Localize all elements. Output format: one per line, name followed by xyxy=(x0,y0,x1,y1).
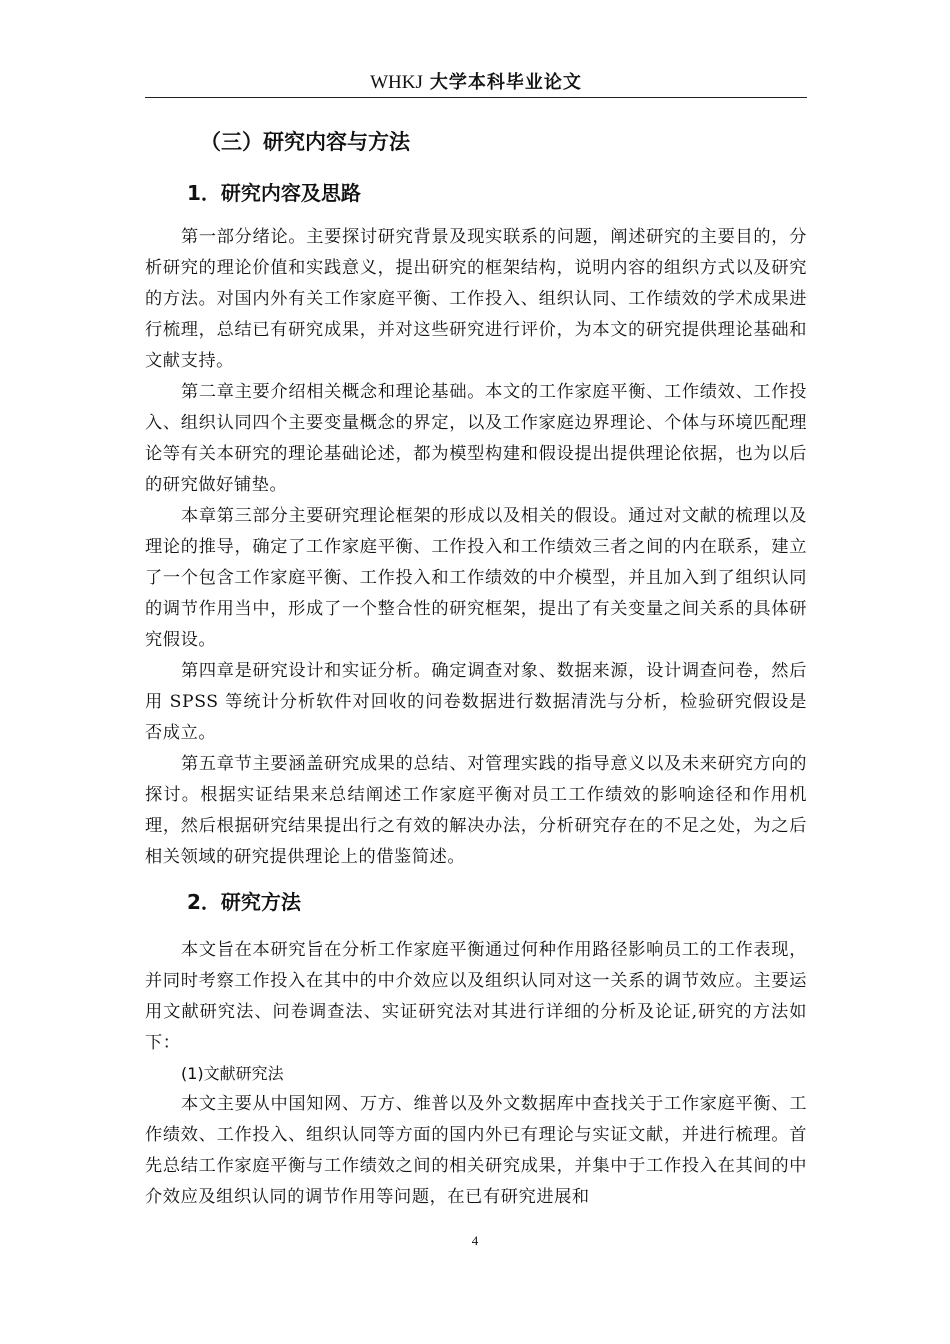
subsection-title-content: 1．研究内容及思路 xyxy=(187,181,361,205)
header-title: 大学本科毕业论文 xyxy=(429,72,582,93)
page-body xyxy=(145,120,807,1213)
paragraph-chapter3: 本章第三部分主要研究理论框架的形成以及相关的假设。通过对文献的梳理以及理论的推导，确定了工作家庭平衡、工作投入和工作绩效三者之间的内在联系，建立了一个包含工作家庭平衡、工作投入和工作绩效的中介模型，并且加入到了组织认同的调节作用当中，形成了一个整合性的研究框架，提出了有关变量之间关系的具体研究假设。 xyxy=(145,506,807,650)
paragraph-chapter2: 第二章主要介绍相关概念和理论基础。本文的工作家庭平衡、工作绩效、工作投入、组织认同四个主要变量概念的界定，以及工作家庭边界理论、个体与环境匹配理论等有关本研究的理论基础论述，都为模型构建和假设提出提供理论依据，也为以后的研究做好铺垫。 xyxy=(145,382,807,495)
paragraph-chapter5: 第五章节主要涵盖研究成果的总结、对管理实践的指导意义以及未来研究方向的探讨。根据实证结果来总结阐述工作家庭平衡对员工工作绩效的影响途径和作用机理，然后根据研究结果提出行之有效的解决办法，分析研究存在的不足之处，为之后相关领域的研究提供理论上的借鉴简述。 xyxy=(145,754,807,867)
header-rule xyxy=(145,97,807,98)
method-item-title: (1)文献研究法 xyxy=(181,1064,284,1083)
paragraph-chapter4: 第四章是研究设计和实证分析。确定调查对象、数据来源，设计调查问卷，然后用 SPSS 等统计分析软件对回收的问卷数据进行数据清洗与分析，检验研究假设是否成立。 xyxy=(145,661,807,743)
page-number: 4 xyxy=(471,1233,479,1248)
section-title: （三）研究内容与方法 xyxy=(200,130,410,154)
paragraph-literature-method: 本文主要从中国知网、万方、维普以及外文数据库中查找关于工作家庭平衡、工作绩效、工作投入、组织认同等方面的国内外已有理论与实证文献，并进行梳理。首先总结工作家庭平衡与工作绩效之间的相关研究成果，并集中于工作投入在其间的中介效应及组织认同的调节作用等问题，在已有研究进展和 xyxy=(145,1094,807,1207)
paragraph-chapter1: 第一部分绪论。主要探讨研究背景及现实联系的问题，阐述研究的主要目的，分析研究的理论价值和实践意义，提出研究的框架结构，说明内容的组织方式以及研究的方法。对国内外有关工作家庭平衡、工作投入、组织认同、工作绩效的学术成果进行梳理，总结已有研究成果，并对这些研究进行评价，为本文的研究提供理论基础和文献支持。 xyxy=(145,227,807,371)
subsection-title-methods: 2．研究方法 xyxy=(187,890,301,914)
header-latin: WHKJ xyxy=(370,72,423,93)
paragraph-methods-intro: 本文旨在本研究旨在分析工作家庭平衡通过何种作用路径影响员工的工作表现，并同时考察工作投入在其中的中介效应以及组织认同对这一关系的调节效应。主要运用文献研究法、问卷调查法、实证研究法对其进行详细的分析及论证,研究的方法如下： xyxy=(145,940,807,1053)
page-header xyxy=(145,68,807,94)
